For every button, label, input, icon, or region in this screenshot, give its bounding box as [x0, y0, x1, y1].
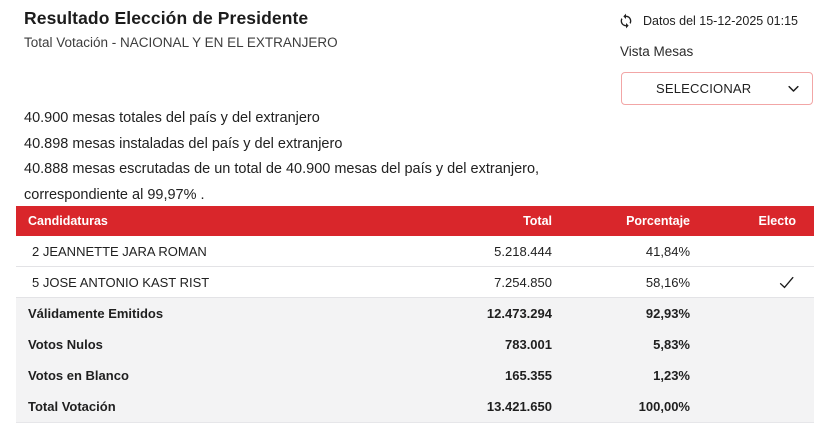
check-icon — [777, 273, 796, 292]
mesas-summary — [24, 106, 539, 209]
data-timestamp-label: Datos del 15-12-2025 01:15 — [643, 14, 798, 28]
summary-label: Total Votación — [28, 399, 116, 414]
mesas-line: correspondiente al 99,97% . — [24, 187, 205, 204]
results-table — [16, 206, 814, 423]
data-timestamp-row — [618, 13, 798, 29]
table-row — [16, 236, 814, 267]
candidate-name: 5 JOSE ANTONIO KAST RIST — [32, 274, 210, 290]
table-row — [16, 391, 814, 422]
vista-mesas-select[interactable] — [621, 72, 813, 105]
summary-total: 12.473.294 — [486, 306, 552, 321]
header-candidaturas: Candidaturas — [28, 214, 108, 228]
summary-pct: 100,00% — [638, 399, 690, 414]
candidate-total: 5.218.444 — [494, 243, 552, 259]
candidate-pct: 41,84% — [645, 243, 690, 259]
table-row — [16, 298, 814, 329]
table-row — [16, 329, 814, 360]
candidate-total: 7.254.850 — [494, 274, 552, 290]
vista-mesas-label: Vista Mesas — [620, 44, 694, 59]
summary-pct: 5,83% — [653, 337, 690, 352]
mesas-line: 40.888 mesas escrutadas de un total de 40.900 mesas del país y del extranjero, — [24, 161, 540, 178]
table-row — [16, 267, 814, 298]
summary-pct: 92,93% — [645, 306, 690, 321]
refresh-icon[interactable] — [618, 13, 634, 29]
page-subtitle: Total Votación - NACIONAL Y EN EL EXTRANJERO — [24, 35, 338, 50]
header-porcentaje: Porcentaje — [626, 214, 690, 228]
header-electo: Electo — [758, 214, 796, 228]
summary-total: 13.421.650 — [486, 399, 552, 414]
mesas-line: 40.900 mesas totales del país y del extranjero — [24, 110, 320, 126]
vista-mesas-select-wrap — [621, 72, 813, 105]
summary-label: Válidamente Emitidos — [28, 306, 164, 321]
summary-total: 783.001 — [505, 337, 552, 352]
summary-total: 165.355 — [505, 368, 552, 383]
table-header-row — [16, 206, 814, 236]
candidate-electo-cell — [690, 273, 814, 292]
summary-pct: 1,23% — [653, 368, 690, 383]
header-total: Total — [523, 214, 552, 228]
summary-label: Votos en Blanco — [28, 368, 129, 383]
candidate-name: 2 JEANNETTE JARA ROMAN — [32, 243, 207, 259]
mesas-line: 40.898 mesas instaladas del país y del extranjero — [24, 135, 343, 152]
candidate-pct: 58,16% — [645, 274, 690, 290]
page-title: Resultado Elección de Presidente — [24, 8, 309, 28]
summary-label: Votos Nulos — [28, 337, 103, 352]
table-row — [16, 360, 814, 391]
